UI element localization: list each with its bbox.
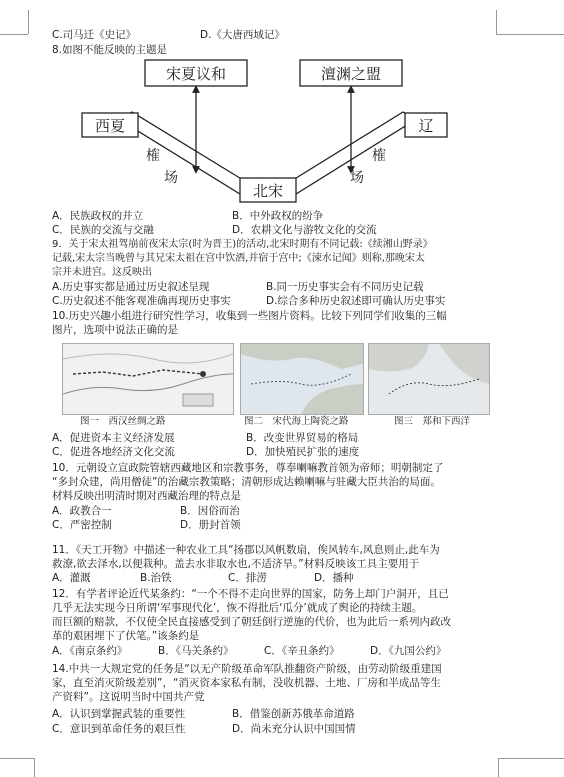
q10b-option-d: D．册封首领 xyxy=(180,519,241,531)
q10-option-d: D．加快殖民扩张的速度 xyxy=(246,446,360,458)
label-road-right-2: 场 xyxy=(350,170,364,186)
crop-mark xyxy=(498,758,564,759)
q9-option-d: D.综合多种历史叙述即可确认历史事实 xyxy=(266,295,446,307)
q8-option-d: D．农耕文化与游牧文化的交流 xyxy=(232,224,377,236)
q11-option-d: D．播种 xyxy=(314,572,354,584)
q12-line-4: 革的艰困埋下了伏笔。”该条约是 xyxy=(52,630,200,642)
crop-mark xyxy=(496,10,497,34)
q10b-option-c: C．严密控制 xyxy=(52,519,112,531)
q10-option-b: B．改变世界贸易的格局 xyxy=(246,432,359,444)
q8-option-c: C．民族的交流与交融 xyxy=(52,224,154,236)
q10b-line-1: 10．元朝设立宣政院管辖西藏地区和宗教事务，尊奉喇嘛教首领为帝师；明朝制定了 xyxy=(52,462,444,474)
q9-option-c: C.历史叙述不能客观准确再现历史事实 xyxy=(52,295,231,307)
q14-line-2: 家，直至消灭阶级差别”，“消灭资本家私有制，没收机器、土地、厂房和半成品等生 xyxy=(52,677,441,689)
q12-option-b: B．《马关条约》 xyxy=(158,645,234,657)
label-chanyuan-treaty: 澶渊之盟 xyxy=(320,65,382,83)
q8-option-a: A．民族政权的并立 xyxy=(52,210,144,222)
label-western-xia: 西夏 xyxy=(94,117,126,135)
label-song-xia-peace: 宋夏议和 xyxy=(165,65,227,83)
q12-option-c: C．《辛丑条约》 xyxy=(264,645,340,657)
q10b-line-2: “多封众建，尚用僧徒”的治藏宗教策略；清朝形成达赖喇嘛与驻藏大臣共治的局面。 xyxy=(52,476,441,488)
crop-mark xyxy=(498,758,499,777)
q10-line-2: 图片，选项中说法正确的是 xyxy=(52,324,178,336)
q12-line-2: 几乎无法实现今日所谓‘军事现代化’，恢不得批后‘瓜分’就成了舆论的持续主题。 xyxy=(52,602,423,614)
label-northern-song: 北宋 xyxy=(252,182,284,200)
q10b-option-a: A．政教合一 xyxy=(52,505,112,517)
map-caption-2: 图二 宋代海上陶瓷之路 xyxy=(244,416,349,427)
q12-line-3: 而巨额的赔款，不仅使全民直接感受到了朝廷倒行逆施的代价，也为此后一系列内政改 xyxy=(52,616,451,628)
map-caption-1: 图一 西汉丝绸之路 xyxy=(80,416,166,427)
q9-option-a: A.历史事实都是通过历史叙述呈现 xyxy=(52,281,210,293)
label-liao: 辽 xyxy=(418,117,434,135)
map-maritime-ceramics xyxy=(240,343,364,415)
label-road-right-1: 榷 xyxy=(372,148,386,164)
q10-option-c: C．促进各地经济文化交流 xyxy=(52,446,175,458)
q10b-option-b: B．因俗而治 xyxy=(180,505,240,517)
crop-mark xyxy=(496,34,564,35)
q12-option-d: D．《九国公约》 xyxy=(370,645,447,657)
q7-option-d: D.《大唐西域记》 xyxy=(200,29,285,41)
q11-line-2: 救潦,欲去泽水,以便栽种。盖去水非取水也,不适济旱。”材料反映该工具主要用于 xyxy=(52,558,420,570)
crop-mark xyxy=(0,34,28,35)
q10b-line-3: 材料反映出明清时期对西藏治理的特点是 xyxy=(52,490,241,502)
q8-option-b: B．中外政权的纷争 xyxy=(232,210,324,222)
q12-line-1: 12．有学者评论近代某条约：“一个不得不走向世界的国家，防务上却门户洞开，且已 xyxy=(52,588,449,600)
q14-option-d: D．尚未充分认识中国国情 xyxy=(232,723,356,735)
q14-line-3: 产资料”。这说明当时中国共产党 xyxy=(52,691,205,703)
q11-option-a: A．灌溉 xyxy=(52,572,91,584)
q14-option-b: B．借鉴创新苏俄革命道路 xyxy=(232,708,355,720)
q10-option-a: A．促进资本主义经济发展 xyxy=(52,432,175,444)
map-silk-road xyxy=(62,343,234,415)
label-road-left-2: 场 xyxy=(164,170,178,186)
q10-line-1: 10.历史兴趣小组进行研究性学习，收集到一些图片资料。比较下列同学们收集的三幅 xyxy=(52,310,447,322)
q14-option-c: C．意识到革命任务的艰巨性 xyxy=(52,723,186,735)
q9-line-1: 9．关于宋太祖驾崩前夜宋太宗(时为晋王)的活动,北宋时期有不同记载:《续湘山野录》 xyxy=(52,239,433,250)
q11-option-c: C．排涝 xyxy=(228,572,267,584)
crop-mark xyxy=(28,10,29,34)
q9-line-2: 记载,宋太宗当晚曾与其兄宋太祖在宫中饮酒,并宿于宫中;《涑水记闻》则称,那晚宋太 xyxy=(52,253,425,264)
q8-diagram xyxy=(80,58,450,210)
q7-option-c: C.司马迁《史记》 xyxy=(52,29,137,41)
q12-option-a: A．《南京条约》 xyxy=(52,645,128,657)
q11-line-1: 11．《天工开物》中描述一种农业工具“扬郡以风帆数扇，俟风转车,风息则止,此车为 xyxy=(52,544,440,556)
q14-line-1: 14.中共一大规定党的任务是“以无产阶级革命军队推翻资产阶级，由劳动阶级重建国 xyxy=(52,663,442,675)
road-left xyxy=(120,112,248,194)
map-zheng-he xyxy=(368,343,490,415)
q9-option-b: B.同一历史事实会有不同历史记载 xyxy=(266,281,424,293)
q14-option-a: A．认识到掌握武装的重要性 xyxy=(52,708,186,720)
q8-stem: 8.如图不能反映的主题是 xyxy=(52,44,168,56)
q9-line-3: 宗并未进宫。这反映出 xyxy=(52,267,152,278)
map-caption-3: 图三 郑和下西洋 xyxy=(394,416,471,427)
q11-option-b: B.治铁 xyxy=(140,572,172,584)
label-road-left-1: 榷 xyxy=(146,148,160,164)
crop-mark xyxy=(0,758,34,759)
crop-mark xyxy=(34,758,35,777)
